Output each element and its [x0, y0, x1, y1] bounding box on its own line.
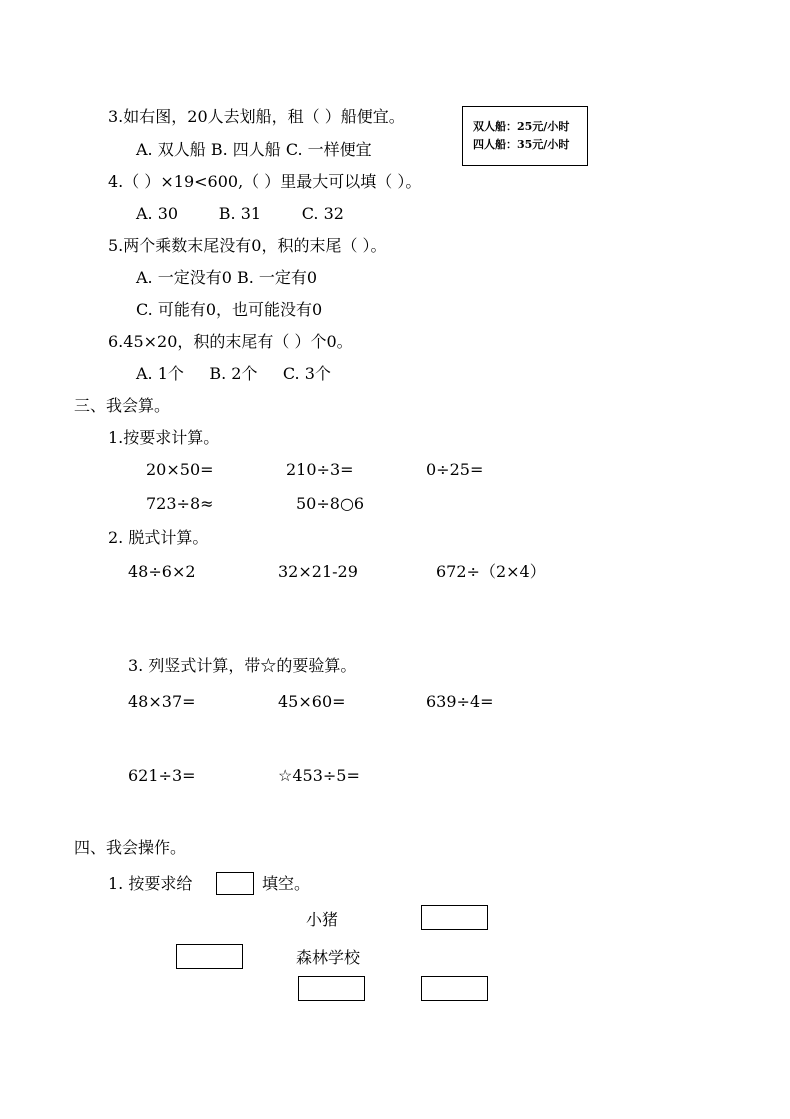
calc-item: 50÷8○6	[296, 494, 365, 513]
vertical-calc-item: 45×60=	[278, 692, 346, 711]
pig-label: 小猪	[306, 910, 339, 929]
double-boat-label: 双人船：	[473, 120, 517, 133]
q5-stem: 5.两个乘数末尾没有0，积的末尾（ ）。	[108, 236, 387, 255]
calc-item: 723÷8≈	[146, 494, 214, 513]
stepwise-item: 32×21-29	[278, 562, 358, 581]
section4-part1-title-start: 1. 按要求给	[108, 874, 193, 893]
stepwise-item: 672÷（2×4）	[436, 562, 546, 581]
vertical-calc-item: 48×37=	[128, 692, 196, 711]
q3-options: A. 双人船 B. 四人船 C. 一样便宜	[136, 140, 372, 159]
q4-stem: 4.（ ）×19<600,（ ）里最大可以填（ ）。	[108, 172, 422, 191]
q3-stem: 3.如右图，20人去划船，租（ ）船便宜。	[108, 107, 405, 126]
double-boat-value: 25元/小时	[517, 120, 570, 133]
stepwise-item: 48÷6×2	[128, 562, 196, 581]
calc-item: 20×50=	[146, 460, 214, 479]
boat-price-box	[462, 106, 588, 166]
calc-item: 210÷3=	[286, 460, 354, 479]
answer-box-top-right[interactable]	[421, 905, 488, 930]
section3-part3-title: 3. 列竖式计算，带☆的要验算。	[128, 656, 357, 675]
section3-part2-title: 2. 脱式计算。	[108, 528, 209, 547]
quad-boat-value: 35元/小时	[517, 138, 570, 151]
q5-options-line2: C. 可能有0，也可能没有0	[136, 300, 323, 319]
forest-school-label: 森林学校	[296, 948, 361, 967]
double-boat-price	[473, 120, 569, 134]
section4-part1-title-end: 填空。	[262, 874, 311, 893]
q6-options: A. 1个 B. 2个 C. 3个	[136, 364, 331, 383]
section3-heading: 三、我会算。	[74, 396, 171, 415]
vertical-calc-item: ☆453÷5=	[278, 766, 360, 785]
q4-options: A. 30 B. 31 C. 32	[136, 204, 344, 223]
answer-box-bottom-right[interactable]	[421, 976, 488, 1001]
answer-box-bottom-center[interactable]	[298, 976, 365, 1001]
quad-boat-price	[473, 138, 569, 152]
answer-box-left[interactable]	[176, 944, 243, 969]
quad-boat-label: 四人船：	[473, 138, 517, 151]
section4-heading: 四、我会操作。	[74, 838, 187, 857]
calc-item: 0÷25=	[426, 460, 484, 479]
q6-stem: 6.45×20，积的末尾有（ ）个0。	[108, 332, 353, 351]
vertical-calc-item: 621÷3=	[128, 766, 196, 785]
q5-options-line1: A. 一定没有0 B. 一定有0	[136, 268, 318, 287]
section3-part1-title: 1.按要求计算。	[108, 428, 220, 447]
vertical-calc-item: 639÷4=	[426, 692, 494, 711]
inline-answer-box[interactable]	[216, 872, 254, 895]
